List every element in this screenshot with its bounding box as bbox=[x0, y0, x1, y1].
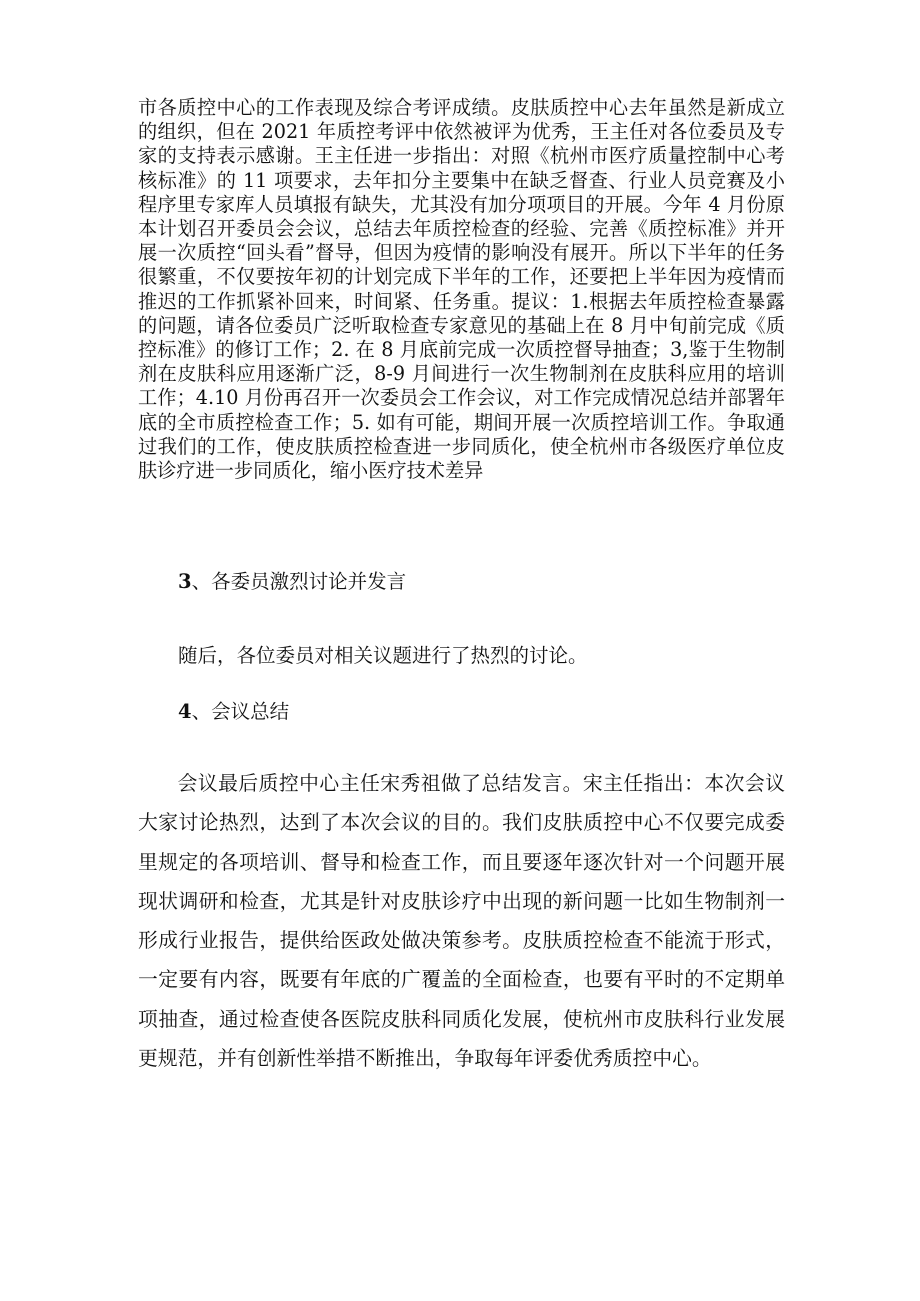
section-4-title: 、会议总结 bbox=[191, 700, 290, 723]
section-3-number: 3 bbox=[178, 570, 192, 593]
section-3-title: 、各委员激烈讨论并发言 bbox=[191, 570, 407, 593]
section-4-number: 4 bbox=[178, 700, 192, 723]
section-4-heading bbox=[178, 696, 289, 724]
section-3-paragraph: 随后，各位委员对相关议题进行了热烈的讨论。 bbox=[178, 644, 588, 667]
section-3-heading bbox=[178, 566, 406, 594]
section-4-paragraph: 会议最后质控中心主任宋秀祖做了总结发言。宋主任指出：本次会议大家讨论热烈，达到了本次会议的目的。我们皮肤质控中心不仅要完成委里规定的各项培训、督导和检查工作，而且要逐年逐次针对一个问题开展现状调研和检查，尤其是针对皮肤诊疗中出现的新问题一比如生物制剂一形成行业报告，提供给医政处做决策参考。皮肤质控检查不能流于形式，一定要有内容，既要有年底的广覆盖的全面检查，也要有平时的不定期单项抽查，通过检查使各医院皮肤科同质化发展，使杭州市皮肤科行业发展更规范，并有创新性举措不断推出，争取每年评委优秀质控中心。 bbox=[138, 772, 785, 1071]
body-paragraph-proposals: 市各质控中心的工作表现及综合考评成绩。皮肤质控中心去年虽然是新成立的组织，但在 2021 年质控考评中依然被评为优秀，王主任对各位委员及专家的支持表示感谢。王主任进一步指出：对照《杭州市医疗质量控制中心考核标准》的 11 项要求，去年扣分主要集中在缺乏督查、行业人员竞赛及小程序里专家库人员填报有缺失，尤其没有加分项项目的开展。今年 4 月份原本计划召开委员会会议，总结去年质控检查的经验、完善《质控标准》并开展一次质控“回头看”督导，但因为疫情的影响没有展开。所以下半年的任务很繁重，不仅要按年初的计划完成下半年的工作，还要把上半年因为疫情而推迟的工作抓紧补回来，时间紧、任务重。提议：1.根据去年质控检查暴露的问题，请各位委员广泛听取检查专家意见的基础上在 8 月中旬前完成《质控标准》的修订工作；2. 在 8 月底前完成一次质控督导抽查；3,鉴于生物制剂在皮肤科应用逐渐广泛，8-9 月间进行一次生物制剂在皮肤科应用的培训工作；4.10 月份再召开一次委员会工作会议，对工作完成情况总结并部署年底的全市质控检查工作；5. 如有可能，期间开展一次质控培训工作。争取通过我们的工作，使皮肤质控检查进一步同质化，使全杭州市各级医疗单位皮肤诊疗进一步同质化，缩小医疗技术差异 bbox=[138, 96, 785, 483]
